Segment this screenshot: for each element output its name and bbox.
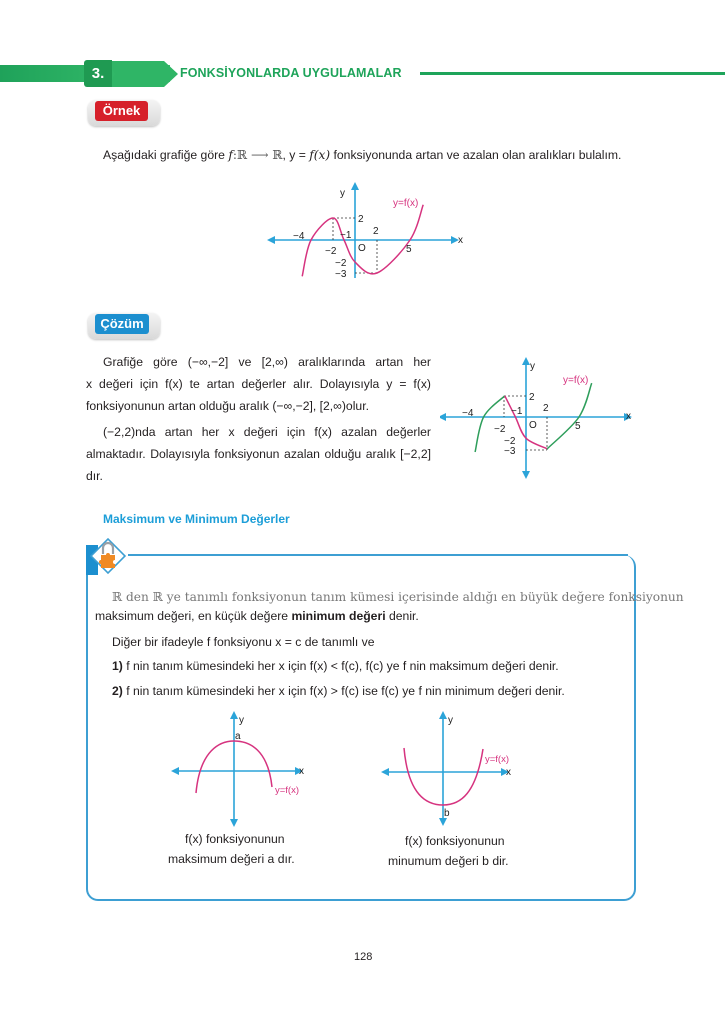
def-text-2b: denir.: [385, 609, 419, 623]
header-rule: [420, 72, 725, 75]
solution-line-4: (−2,2)nda artan her x değeri için f(x) azalan değerler: [103, 425, 431, 439]
intro-f: f: [228, 148, 233, 162]
x-label: x: [458, 235, 463, 246]
solution-line-2: x değeri için f(x) te artan değerler alır. Dolayısıyla y = f(x): [86, 377, 431, 391]
curve-label: y=f(x): [485, 754, 510, 765]
solution-line-5: almaktadır. Dolayısıyla fonksiyonun azalan olduğu aralık [−2,2]: [86, 447, 431, 461]
y-label: y: [448, 715, 453, 726]
tick-y-neg2: −2: [335, 258, 347, 269]
def-text-1: ℝ den ℝ ye tanımlı fonksiyonun tanım kümesi içerisinde aldığı en büyük değere fonksiyonun: [112, 590, 684, 604]
rule-1-number: 1): [112, 659, 123, 673]
x-label: x: [506, 767, 511, 778]
solution-tag: Çözüm: [95, 314, 149, 334]
section-number: 3.: [84, 60, 112, 87]
tick-x-neg4: −4: [293, 231, 305, 242]
intro-before: Aşağıdaki grafiğe göre: [103, 148, 225, 162]
tick-y-neg3: −3: [504, 446, 516, 457]
peak-label: a: [235, 731, 241, 742]
example-graph: [265, 178, 475, 283]
tick-x-5: 5: [406, 244, 412, 255]
solution-line-6: dır.: [86, 469, 103, 483]
rule-2-text: f nin tanım kümesindeki her x için f(x) > f(c) ise f(c) ye f nin minimum değeri denir.: [122, 684, 565, 698]
tick-x-neg4: −4: [462, 408, 474, 419]
intro-map: :ℝ ⟶ ℝ: [232, 148, 283, 162]
puzzle-lock-icon: [88, 536, 128, 576]
tick-x-2: 2: [543, 403, 549, 414]
rule-2-number: 2): [112, 684, 123, 698]
tick-x-neg1: −1: [340, 230, 352, 241]
tick-x-5: 5: [575, 421, 581, 432]
tick-y-neg3: −3: [335, 269, 347, 280]
curve-increasing-right: [547, 383, 592, 449]
y-label: y: [530, 361, 535, 372]
tick-x-neg2: −2: [494, 424, 506, 435]
example-tag: Örnek: [95, 101, 148, 121]
curve-label: y=f(x): [563, 375, 589, 386]
intro-fx: f(x): [309, 148, 331, 162]
tick-x-2: 2: [373, 226, 379, 237]
tick-y-neg2: −2: [504, 436, 516, 447]
curve-label: y=f(x): [275, 785, 300, 796]
definition-box-top-border: [128, 554, 628, 556]
maximum-graph: [165, 705, 315, 830]
tick-y-2: 2: [529, 392, 535, 403]
definition-line-3: Diğer bir ifadeyle f fonksiyonu x = c de tanımlı ve: [112, 635, 375, 649]
max-caption-2: maksimum değeri a dır.: [168, 852, 295, 866]
min-caption-1: f(x) fonksiyonunun: [405, 834, 505, 848]
minimum-graph: [375, 705, 535, 830]
rule-2: [112, 684, 565, 698]
max-caption-1: f(x) fonksiyonunun: [185, 832, 285, 846]
min-caption-2: minumum değeri b dir.: [388, 854, 509, 868]
solution-line-1: Grafiğe göre (−∞,−2] ve [2,∞) aralıklarında artan her: [103, 355, 431, 369]
definition-line-2: [95, 609, 419, 623]
origin-label: O: [358, 243, 366, 254]
tick-x-neg2: −2: [325, 246, 337, 257]
def-bold-term: minimum değeri: [291, 609, 386, 623]
x-label: x: [626, 411, 631, 422]
x-label: x: [299, 766, 304, 777]
section-title: FONKSİYONLARDA UYGULAMALAR: [180, 66, 402, 80]
page-number: 128: [354, 951, 373, 963]
rule-1-text: f nin tanım kümesindeki her x için f(x) < f(c), f(c) ye f nin maksimum değeri denir.: [122, 659, 559, 673]
curve-label: y=f(x): [393, 198, 419, 209]
origin-label: O: [529, 420, 537, 431]
def-text-2a: maksimum değeri, en küçük değere: [95, 609, 292, 623]
solution-line-3: fonksiyonunun artan olduğu aralık (−∞,−2], [2,∞)olur.: [86, 399, 369, 413]
definition-line-1: [112, 590, 684, 604]
trough-label: b: [444, 808, 450, 819]
solution-graph: [440, 355, 640, 480]
y-label: y: [239, 715, 244, 726]
tick-x-neg1: −1: [511, 406, 523, 417]
y-label: y: [340, 188, 345, 199]
tick-y-2: 2: [358, 214, 364, 225]
rule-1: [112, 659, 559, 673]
subsection-title: Maksimum ve Minimum Değerler: [103, 512, 290, 526]
header-arrow-shape: [108, 61, 178, 87]
intro-after: fonksiyonunda artan ve azalan olan aralıkları bulalım.: [330, 148, 622, 162]
example-intro: [103, 147, 621, 163]
intro-mid: , y =: [282, 148, 310, 162]
